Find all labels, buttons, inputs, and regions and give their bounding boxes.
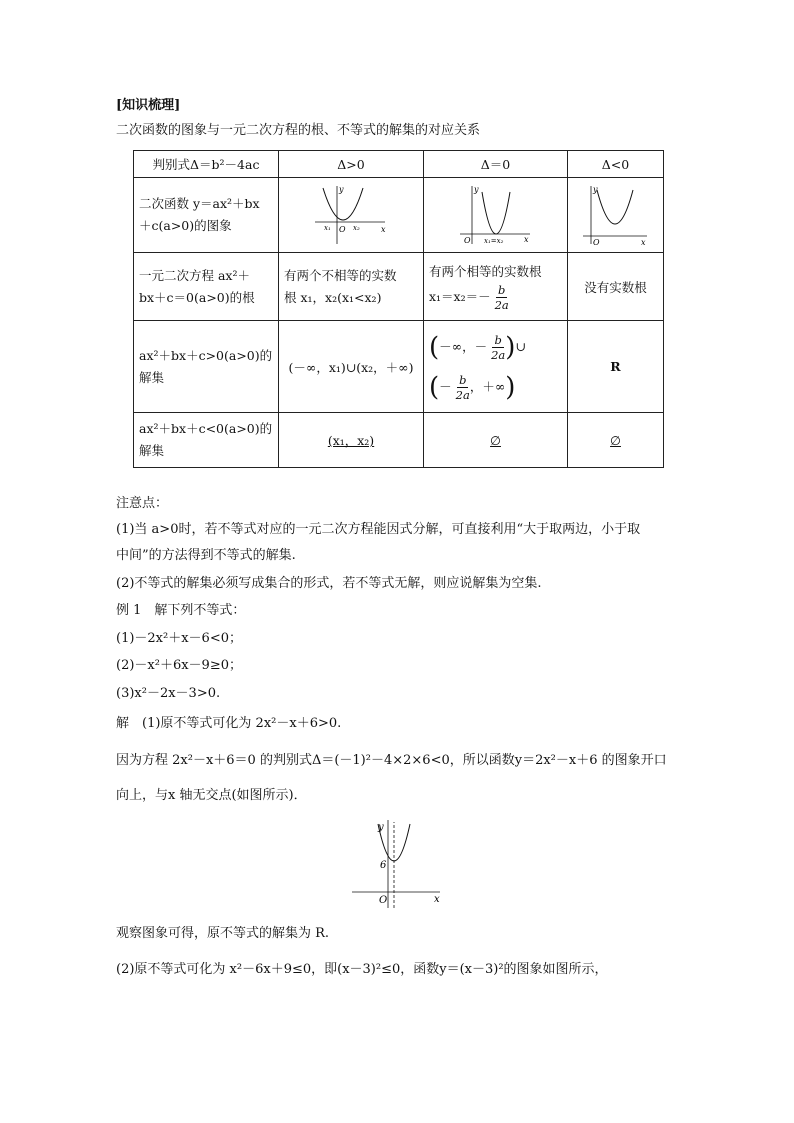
solution-line-1: 解 (1)原不等式可化为 2x²－x＋6>0.	[116, 716, 342, 731]
greater-one-line2: (－ $\frac{b}{2a}$ ，＋∞)	[429, 372, 516, 402]
note1-line2: 中间”的方法得到不等式的解集.	[116, 548, 296, 563]
graph4-y-label: y	[378, 822, 384, 833]
graph1-x-label: x	[381, 224, 386, 234]
row-less-label-line1: ax²＋bx＋c<0(a>0)的	[139, 421, 273, 436]
greater-one-right: ，＋∞	[469, 378, 506, 394]
less-none-cell	[568, 413, 664, 468]
roots-none-cell: 没有实数根	[568, 253, 664, 321]
relation-table	[133, 150, 664, 468]
row-greater-label	[134, 321, 279, 413]
header-zero: Δ＝0	[424, 151, 568, 178]
graph2-y-label: y	[473, 184, 479, 194]
table-row-roots	[134, 253, 664, 321]
greater-none-cell: R	[568, 321, 664, 413]
row-graph-label-line2: ＋c(a>0)的图象	[139, 218, 232, 233]
greater-one-cell	[424, 321, 568, 413]
graph-one-root-cell	[424, 178, 568, 253]
graph4-origin-label: O	[379, 895, 388, 906]
graph1-origin-label: O	[339, 224, 346, 234]
example-item-1: (1)－2x²＋x－6<0；	[116, 631, 242, 646]
row-roots-label-line2: bx＋c＝0(a>0)的根	[139, 289, 255, 305]
solution-line-4: (2)原不等式可化为 x²－6x＋9≤0，即(x－3)²≤0，函数y＝(x－3)²的图象如图所示，	[116, 962, 608, 977]
graph-two-roots	[311, 182, 391, 246]
graph3-origin-label: O	[592, 237, 600, 246]
roots-two-line1: 有两个不相等的实数	[284, 267, 397, 283]
row-graph-label	[134, 178, 279, 253]
row-roots-label	[134, 253, 279, 321]
roots-one-line2	[429, 283, 562, 312]
graph1-x2-label: x₂	[353, 223, 360, 232]
header-positive: Δ>0	[279, 151, 424, 178]
header-negative: Δ<0	[568, 151, 664, 178]
roots-two-cell	[279, 253, 424, 321]
table-header-row	[134, 151, 664, 178]
graph-one-root	[456, 182, 536, 246]
graph1-y-label: y	[339, 184, 344, 194]
section-heading: [知识梳理]	[116, 98, 181, 113]
roots-one-line1: 有两个相等的实数根	[429, 264, 542, 279]
greater-one-left: －∞，－	[439, 338, 488, 354]
fraction-b-2a-a	[491, 333, 505, 362]
fraction-denominator-a: 2a	[491, 347, 506, 362]
note2: (2)不等式的解集必须写成集合的形式，若不等式无解，则应说解集为空集.	[116, 576, 542, 591]
less-one-cell	[424, 413, 568, 468]
graph-no-root-cell	[568, 178, 664, 253]
table-row-greater	[134, 321, 664, 413]
fraction-numerator: b	[498, 283, 506, 297]
example-item-2: (2)－x²＋6x－9≥0；	[116, 658, 242, 673]
example-item-3: (3)x²－2x－3>0.	[116, 686, 221, 701]
roots-one-cell	[424, 253, 568, 321]
header-discriminant: 判别式Δ＝b²－4ac	[134, 151, 279, 178]
row-graph-label-line1: 二次函数 y＝ax²＋bx	[139, 196, 260, 211]
intro-text: 二次函数的图象与一元二次方程的根、不等式的解集的对应关系	[116, 123, 481, 138]
graph2-origin-label: O	[463, 235, 471, 245]
graph2-x-label: x	[523, 234, 529, 244]
graph3-x-label: x	[640, 237, 646, 246]
row-less-label-line2: 解集	[139, 443, 165, 458]
greater-two-cell: (－∞，x₁)∪(x₂，＋∞)	[279, 321, 424, 413]
graph2-root-label: x₁=x₂	[483, 236, 503, 245]
graph-two-roots-cell	[279, 178, 424, 253]
union-symbol: ∪	[515, 338, 526, 354]
fraction-b-2a	[495, 283, 509, 312]
solution-line-2: 因为方程 2x²－x＋6＝0 的判别式Δ＝(－1)²－4×2×6<0，所以函数y＝2x²－x＋6 的图象开口	[116, 753, 667, 768]
fraction-denominator: 2a	[494, 298, 509, 312]
greater-one-line1: (－∞，－ $\frac{b}{2a}$ )∪	[429, 332, 526, 362]
greater-one-minus: －	[439, 378, 452, 394]
graph4-six-label: 6	[380, 860, 387, 871]
note1-line1: (1)当 a>0时，若不等式对应的一元二次方程能因式分解，可直接利用“大于取两边，小于取	[116, 522, 641, 537]
graph3-y-label: y	[592, 184, 598, 194]
notes-title: 注意点：	[116, 496, 169, 511]
roots-two-line2: 根 x₁，x₂(x₁<x₂)	[284, 289, 382, 305]
graph-parabola-example	[348, 818, 448, 910]
solution-line-3: 向上，与x 轴无交点(如图所示)．	[116, 788, 307, 803]
less-none-value: ∅	[610, 432, 621, 448]
less-two-value: (x₁，x₂)	[327, 433, 375, 448]
less-one-value: ∅	[490, 432, 501, 448]
fraction-denominator-b: 2a	[455, 387, 470, 402]
example-title: 例 1 解下列不等式：	[116, 603, 246, 618]
table-row-less	[134, 413, 664, 468]
graph-no-root	[581, 182, 651, 246]
roots-one-prefix: x₁＝x₂＝－	[429, 289, 491, 304]
graph1-x1-label: x₁	[324, 223, 331, 232]
row-roots-label-line1: 一元二次方程 ax²＋	[139, 267, 250, 283]
fraction-numerator-a: b	[494, 332, 502, 347]
less-two-cell	[279, 413, 424, 468]
row-less-label	[134, 413, 279, 468]
fraction-b-2a-b	[456, 373, 470, 402]
graph4-x-label: x	[434, 894, 440, 905]
row-greater-label-line1: ax²＋bx＋c>0(a>0)的	[139, 347, 273, 363]
row-greater-label-line2: 解集	[139, 369, 165, 385]
fraction-numerator-b: b	[459, 372, 467, 387]
table-row-graph	[134, 178, 664, 253]
conclusion-text: 观察图象可得，原不等式的解集为 R.	[116, 926, 330, 941]
